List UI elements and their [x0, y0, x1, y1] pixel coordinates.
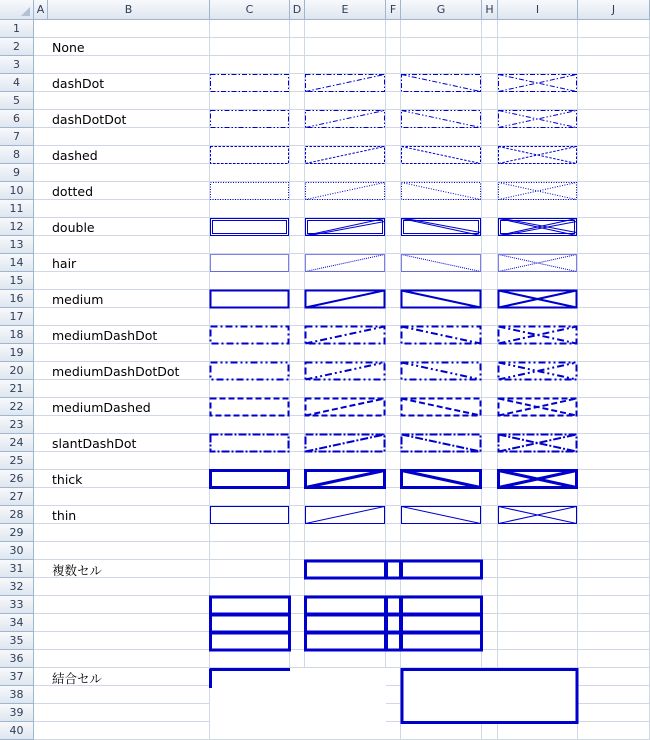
row-header-32[interactable]: 32 [0, 578, 34, 596]
row-header-17[interactable]: 17 [0, 308, 34, 326]
row-header-16[interactable]: 16 [0, 290, 34, 308]
row-header-25[interactable]: 25 [0, 452, 34, 470]
border-sample-dotted-2-diag-up [306, 183, 385, 200]
column-header-i[interactable]: I [498, 0, 578, 20]
multi-cell-c35 [211, 633, 290, 650]
merged-cell-g37-fill [401, 668, 578, 722]
border-sample-dashdotdot-3-diag-down [402, 111, 481, 128]
row-header-37[interactable]: 37 [0, 668, 34, 686]
border-sample-mediumdashdot-1 [211, 327, 289, 344]
row-header-5[interactable]: 5 [0, 92, 34, 110]
cell-label-slantdashdot[interactable]: slantDashDot [52, 436, 137, 451]
row-header-29[interactable]: 29 [0, 524, 34, 542]
multi-cell-c34 [211, 615, 290, 632]
row-header-36[interactable]: 36 [0, 650, 34, 668]
border-sample-thin-1 [211, 507, 289, 524]
row-header-34[interactable]: 34 [0, 614, 34, 632]
border-sample-mediumdashdotdot-2-diag-up [306, 363, 385, 380]
border-sample-dashed-2-diag-up [306, 147, 385, 164]
row-header-12[interactable]: 12 [0, 218, 34, 236]
row-header-3[interactable]: 3 [0, 56, 34, 74]
column-header-c[interactable]: C [210, 0, 290, 20]
border-sample-double-3-diag-down-a [402, 219, 481, 236]
row-header-15[interactable]: 15 [0, 272, 34, 290]
border-sample-dashdotdot-2-diag-up [306, 111, 385, 128]
column-header-f[interactable]: F [386, 0, 401, 20]
border-sample-dashdot-1 [211, 75, 289, 92]
multi-cell-e35 [306, 633, 386, 650]
border-sample-mediumdashdotdot-3-diag-down [402, 363, 481, 380]
border-sample-hair-1 [211, 255, 289, 272]
border-sample-thick-3-diag-down [402, 471, 481, 488]
row-header-22[interactable]: 22 [0, 398, 34, 416]
cell-label-double[interactable]: double [52, 220, 95, 235]
multi-cell-e31 [306, 561, 386, 578]
border-sample-hair-3-diag-down [402, 255, 481, 272]
row-header-26[interactable]: 26 [0, 470, 34, 488]
multi-cell-f34 [387, 615, 401, 632]
row-header-2[interactable]: 2 [0, 38, 34, 56]
row-header-23[interactable]: 23 [0, 416, 34, 434]
row-header-18[interactable]: 18 [0, 326, 34, 344]
border-sample-dashed-4-diag-up [499, 147, 577, 164]
border-sample-mediumdashdot-2-diag-up [306, 327, 385, 344]
merged-cell-c37-fill [210, 668, 386, 739]
row-header-40[interactable]: 40 [0, 722, 34, 740]
border-sample-hair-4-diag-up [499, 255, 577, 272]
column-header-d[interactable]: D [290, 0, 305, 20]
border-sample-mediumdashdot-3-diag-down [402, 327, 481, 344]
row-header-28[interactable]: 28 [0, 506, 34, 524]
multi-cell-g31 [402, 561, 482, 578]
multi-cell-c33 [211, 597, 290, 614]
row-header-10[interactable]: 10 [0, 182, 34, 200]
border-sample-dashdot-2-diag-up [306, 75, 385, 92]
row-header-11[interactable]: 11 [0, 200, 34, 218]
cell-label-merged-cell[interactable]: 結合セル [52, 671, 103, 686]
border-sample-mediumdashed-3-diag-down [402, 399, 481, 416]
multi-cell-f33 [387, 597, 401, 614]
row-header-14[interactable]: 14 [0, 254, 34, 272]
row-header-20[interactable]: 20 [0, 362, 34, 380]
row-header-1[interactable]: 1 [0, 20, 34, 38]
column-header-a[interactable]: A [34, 0, 48, 20]
multi-cell-e33 [306, 597, 386, 614]
border-sample-dotted-1 [211, 183, 289, 200]
column-header-g[interactable]: G [401, 0, 482, 20]
border-sample-dashdotdot-1 [211, 111, 289, 128]
border-sample-mediumdashdotdot-1 [211, 363, 289, 380]
cell-label-dashed[interactable]: dashed [52, 148, 98, 163]
border-sample-slantdashdot-3-diag-down [402, 435, 481, 452]
border-sample-hair-4 [499, 255, 577, 272]
border-sample-thin-3-diag-down [402, 507, 481, 524]
cell-label-none[interactable]: None [52, 40, 85, 55]
border-sample-dashed-4 [499, 147, 577, 164]
row-header-35[interactable]: 35 [0, 632, 34, 650]
multi-cell-f31 [387, 561, 401, 578]
column-header-b[interactable]: B [48, 0, 210, 20]
multi-cell-e34 [306, 615, 386, 632]
cell-label-mediumdashdotdot[interactable]: mediumDashDotDot [52, 364, 180, 379]
multi-cell-g35 [402, 633, 482, 650]
row-header-38[interactable]: 38 [0, 686, 34, 704]
cell-label-dashdotdot[interactable]: dashDotDot [52, 112, 127, 127]
row-header-7[interactable]: 7 [0, 128, 34, 146]
border-sample-dashed-1 [211, 147, 289, 164]
multi-cell-g34 [402, 615, 482, 632]
row-header-31[interactable]: 31 [0, 560, 34, 578]
border-sample-mediumdashed-1 [211, 399, 289, 416]
cell-label-dotted[interactable]: dotted [52, 184, 94, 199]
cell-label-dashdot[interactable]: dashDot [52, 76, 105, 91]
border-sample-double-1-outer [211, 219, 289, 236]
border-sample-hair-4-diag-down [499, 255, 577, 272]
border-sample-thick-2-diag-up [306, 471, 385, 488]
border-sample-slantdashdot-2 [306, 435, 385, 452]
row-header-39[interactable]: 39 [0, 704, 34, 722]
row-header-24[interactable]: 24 [0, 434, 34, 452]
cell-label-thin[interactable]: thin [52, 508, 77, 523]
cell-label-multi-cell[interactable]: 複数セル [52, 563, 103, 578]
border-sample-dashdotdot-3 [402, 111, 481, 128]
border-sample-medium-1 [211, 291, 289, 308]
row-header-8[interactable]: 8 [0, 146, 34, 164]
cell-label-hair[interactable]: hair [52, 256, 77, 271]
cell-label-thick[interactable]: thick [52, 472, 83, 487]
border-sample-slantdashdot-1 [211, 435, 289, 452]
border-sample-medium-2-diag-up [306, 291, 385, 308]
row-header-19[interactable]: 19 [0, 344, 34, 362]
cell-label-mediumdashdot[interactable]: mediumDashDot [52, 328, 158, 343]
border-sample-slantdashdot-2-diag-up [306, 435, 385, 452]
border-sample-thin-2-diag-up [306, 507, 385, 524]
border-sample-medium-3-diag-down [402, 291, 481, 308]
row-header-6[interactable]: 6 [0, 110, 34, 128]
column-header-h[interactable]: H [482, 0, 498, 20]
column-header-e[interactable]: E [305, 0, 386, 20]
border-sample-mediumdashed-2-diag-up [306, 399, 385, 416]
row-header-9[interactable]: 9 [0, 164, 34, 182]
row-header-27[interactable]: 27 [0, 488, 34, 506]
cell-label-medium[interactable]: medium [52, 292, 104, 307]
border-sample-hair-2-diag-up [306, 255, 385, 272]
border-sample-slantdashdot-3 [402, 435, 481, 452]
border-sample-double-1-inner [213, 221, 287, 234]
border-sample-dashdotdot-2 [306, 111, 385, 128]
multi-cell-g33 [402, 597, 482, 614]
row-header-4[interactable]: 4 [0, 74, 34, 92]
border-sample-dashed-3-diag-down [402, 147, 481, 164]
border-sample-dashed-4-diag-down [499, 147, 577, 164]
row-header-21[interactable]: 21 [0, 380, 34, 398]
border-sample-thick-1 [211, 471, 289, 488]
border-sample-dotted-3-diag-down [402, 183, 481, 200]
border-sample-dashdot-3-diag-down [402, 75, 481, 92]
border-sample-double-2-diag-up-a [306, 219, 385, 236]
row-header-33[interactable]: 33 [0, 596, 34, 614]
row-header-13[interactable]: 13 [0, 236, 34, 254]
row-header-30[interactable]: 30 [0, 542, 34, 560]
multi-cell-f35 [387, 633, 401, 650]
cell-label-mediumdashed[interactable]: mediumDashed [52, 400, 151, 415]
column-header-j[interactable]: J [578, 0, 650, 20]
